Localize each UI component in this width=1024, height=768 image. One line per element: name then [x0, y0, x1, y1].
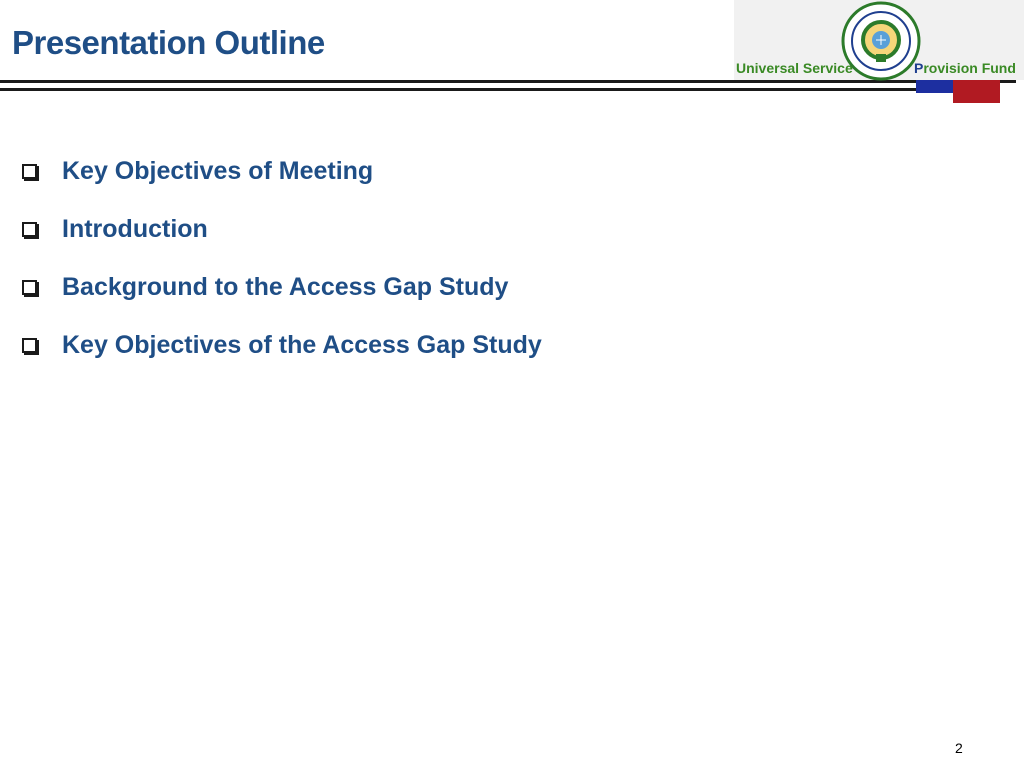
- logo-text-right-rest: rovision Fund: [923, 60, 1016, 76]
- outline-item-label: Introduction: [62, 214, 208, 243]
- checkbox-bullet-icon: [22, 338, 37, 353]
- checkbox-bullet-icon: [22, 280, 37, 295]
- list-item: [22, 142, 542, 200]
- outline-item-label: Key Objectives of the Access Gap Study: [62, 330, 542, 359]
- slide-title: Presentation Outline: [12, 24, 325, 61]
- page-number: 2: [955, 740, 963, 756]
- checkbox-bullet-icon: [22, 222, 37, 237]
- list-item: [22, 258, 542, 316]
- list-item: [22, 200, 542, 258]
- header-rule-bottom: [0, 88, 940, 91]
- checkbox-bullet-icon: [22, 164, 37, 179]
- outline-item-label: Background to the Access Gap Study: [62, 272, 509, 301]
- outline-list: [22, 142, 542, 374]
- logo-text-right: [914, 60, 1016, 76]
- outline-item-label: Key Objectives of Meeting: [62, 156, 374, 185]
- logo-text-left: Universal Service: [736, 60, 853, 76]
- logo-text-right-initial: P: [914, 60, 924, 76]
- list-item: [22, 316, 542, 374]
- accent-bar-blue: [916, 80, 956, 93]
- accent-bar-red: [953, 80, 1000, 103]
